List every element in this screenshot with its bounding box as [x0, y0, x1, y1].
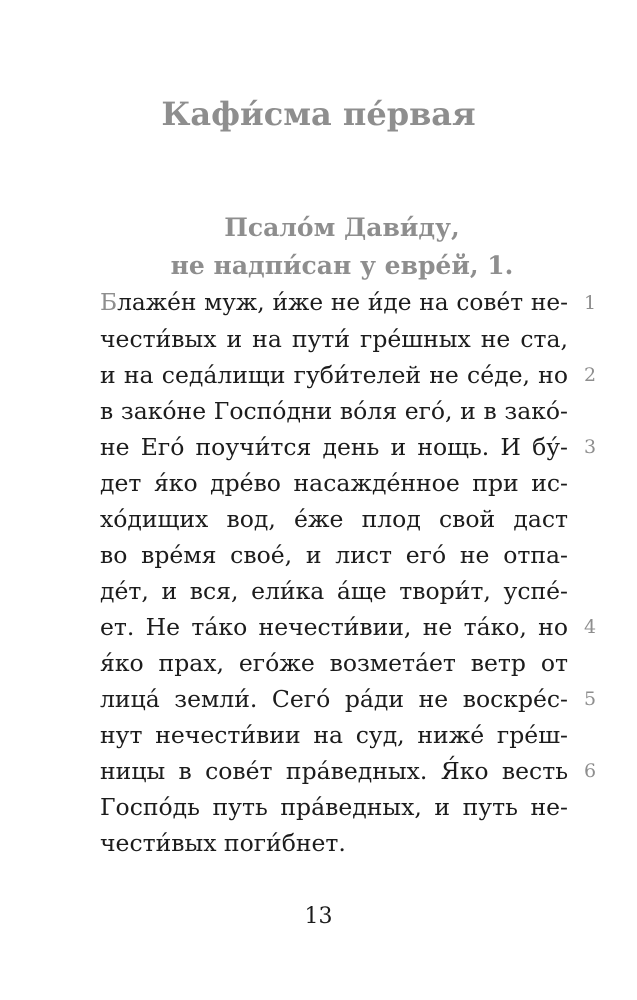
- verse-number: 4: [583, 616, 597, 638]
- verse-number: 1: [583, 292, 597, 314]
- psalm-text-line: дет я́ко дре́во насажде́нное при ис-: [100, 469, 568, 497]
- verse-number: 2: [583, 364, 597, 386]
- drop-letter: Б: [100, 289, 118, 316]
- psalm-text-line: не Его́ поучи́тся день и нощь. И бу́-: [100, 433, 568, 461]
- psalm-text-line: Госпо́дь путь пра́ведных, и путь не-: [100, 793, 568, 821]
- psalm-text-line: ет. Не та́ко нечести́вии, не та́ко, но: [100, 613, 568, 641]
- verse-number: 3: [583, 436, 597, 458]
- psalm-text-line: я́ко прах, его́же возмета́ет ветр от: [100, 649, 568, 677]
- psalm-heading-line: Псало́м Дави́ду,: [224, 213, 460, 242]
- kathisma-title: Кафи́сма пе́рвая: [161, 95, 476, 133]
- psalm-heading: [92, 209, 592, 285]
- psalm-text-line: во вре́мя свое́, и лист его́ не отпа-: [100, 541, 568, 569]
- verse-number: 5: [583, 688, 597, 710]
- psalm-text-line: [100, 285, 568, 321]
- psalm-body: [100, 285, 568, 861]
- psalm-text-line: в зако́не Госпо́дни во́ля его́, и в зако́-: [100, 397, 568, 425]
- page-number: 13: [304, 904, 333, 929]
- psalm-text-line: нут нечести́вии на суд, ниже́ гре́ш-: [100, 721, 568, 749]
- psalm-text-line: де́т, и вся, ели́ка а́ще твори́т, успе́-: [100, 577, 568, 605]
- psalm-text-line: лица́ земли́. Сего́ ра́ди не воскре́с-: [100, 685, 568, 713]
- psalm-text-line: хо́дищих вод, е́же плод свой даст: [100, 505, 568, 533]
- psalm-text-line: ницы в сове́т пра́ведных. Я́ко весть: [100, 757, 568, 785]
- psalm-text-line: чести́вых поги́бнет.: [100, 829, 346, 857]
- psalm-heading-line: не надпи́сан у евре́й, 1.: [170, 251, 514, 280]
- psalm-text-fragment: лаже́н муж, и́же не и́де на сове́т не-: [117, 289, 568, 316]
- psalm-text-line: и на седа́лищи губи́телей не се́де, но: [100, 361, 568, 389]
- psalm-text-line: чести́вых и на пути́ гре́шных не ста,: [100, 325, 568, 353]
- verse-number: 6: [583, 760, 597, 782]
